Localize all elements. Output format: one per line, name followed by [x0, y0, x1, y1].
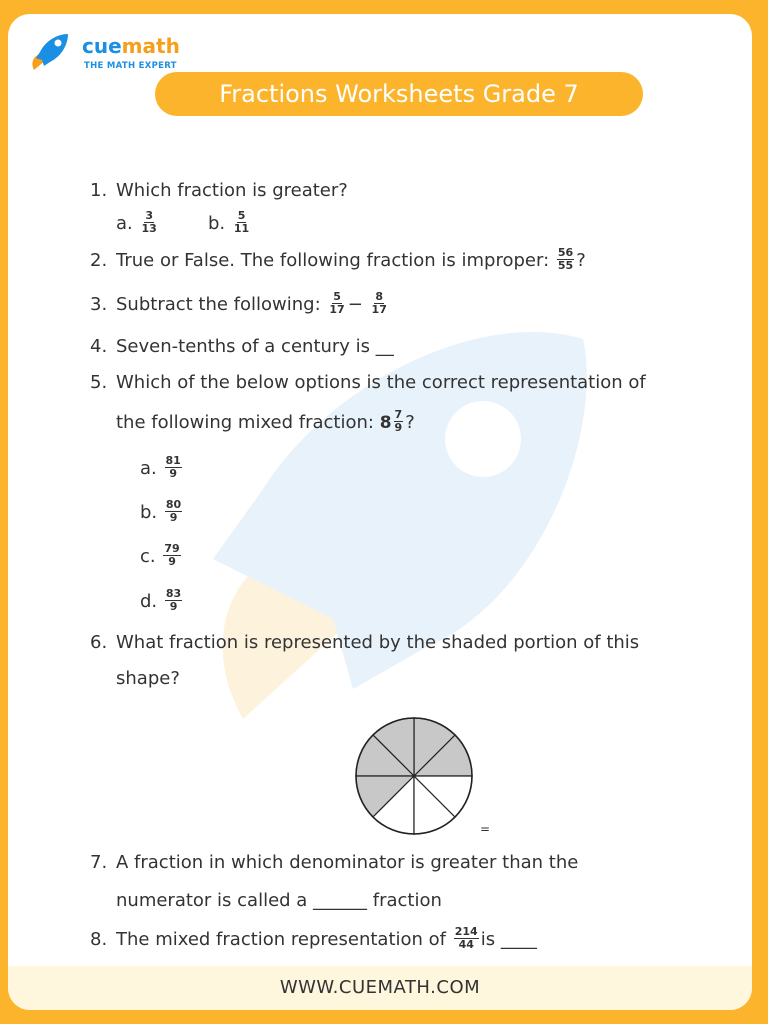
question-7: 7. A fraction in which denominator is greater than the — [90, 852, 579, 873]
q1-option-a: a. $\frac{3}{13}$ — [116, 209, 157, 235]
fraction: $\frac{79}{9}$ — [164, 542, 180, 568]
fraction: $\frac{5}{17}$ — [329, 290, 345, 316]
question-6-line-2: shape? — [116, 668, 180, 689]
q1-option-b: b. $\frac{5}{11}$ — [208, 209, 250, 235]
question-2: 2. True or False. The following fraction is improper: $\frac{56}{55}$ ? — [90, 246, 586, 272]
footer-url: WWW.CUEMATH.COM — [279, 977, 481, 998]
question-6: 6. What fraction is represented by the shaded portion of this — [90, 632, 640, 653]
fraction: $\frac{3}{13}$ — [141, 209, 157, 235]
fraction: $\frac{83}{9}$ — [165, 587, 182, 613]
fraction: $\frac{56}{55}$ — [557, 246, 574, 272]
question-3: 3. Subtract the following: $\frac{5}{17}$ − $\frac{8}{17}$ — [90, 290, 387, 316]
worksheet-page — [8, 14, 752, 1010]
q5-option-b: b. $\frac{80}{9}$ — [140, 498, 182, 524]
question-5: 5. Which of the below options is the correct representation of — [90, 372, 646, 393]
fraction: $\frac{80}{9}$ — [165, 498, 182, 524]
q5-option-d: d. $\frac{83}{9}$ — [140, 587, 182, 613]
equals-sign: = — [480, 822, 491, 836]
fraction: $\frac{7}{9}$ — [394, 408, 403, 434]
fraction-circle — [352, 714, 476, 838]
rocket-logo-icon — [26, 30, 70, 74]
brand-tagline: THE MATH EXPERT — [84, 61, 177, 71]
fraction: $\frac{214}{44}$ — [454, 925, 478, 951]
fraction: $\frac{8}{17}$ — [371, 290, 387, 316]
shaded-circle-figure — [352, 714, 476, 842]
question-5-line-2: the following mixed fraction: 8 $\frac{7}{9}$ ? — [116, 408, 415, 434]
fraction: $\frac{81}{9}$ — [165, 454, 181, 480]
fraction: $\frac{5}{11}$ — [233, 209, 250, 235]
question-4: 4. Seven-tenths of a century is __ — [90, 336, 394, 357]
q5-option-a: a. $\frac{81}{9}$ — [140, 454, 181, 480]
brand-name: cuemath — [82, 34, 180, 58]
question-7-line-2: numerator is called a ______ fraction — [116, 890, 442, 911]
q5-option-c: c. $\frac{79}{9}$ — [140, 542, 180, 568]
question-8: 8. The mixed fraction representation of $\frac{214}{44}$ is ____ — [90, 925, 537, 951]
question-1: 1. Which fraction is greater? — [90, 180, 348, 201]
page-title: Fractions Worksheets Grade 7 — [155, 72, 643, 116]
